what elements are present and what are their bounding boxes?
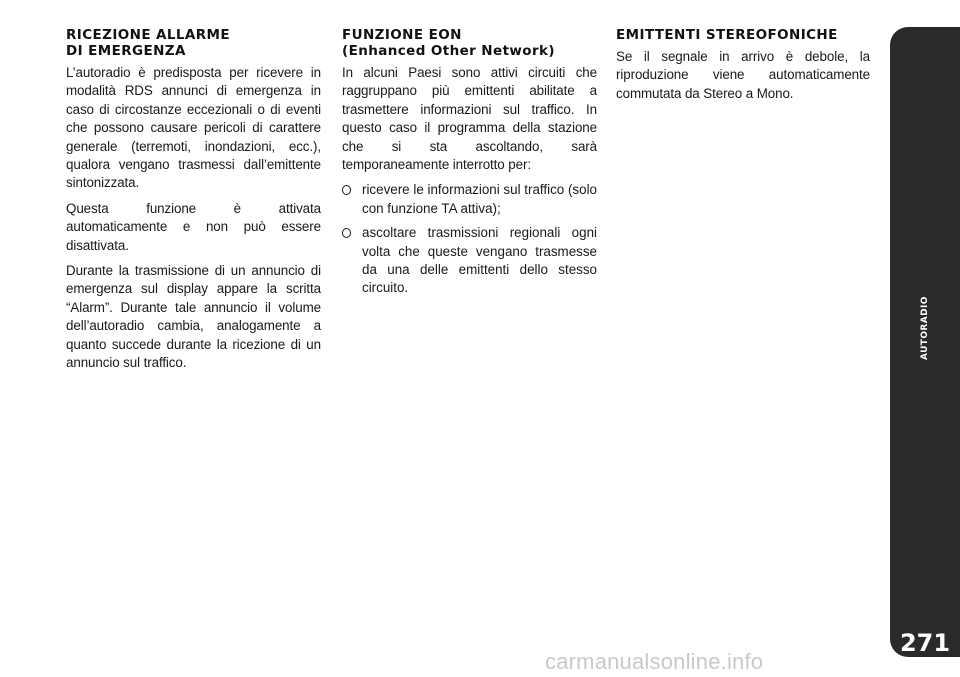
paragraph: Se il segnale in arrivo è debole, la riproduzione viene automaticamente commutata da Stereo a Mono. <box>616 49 870 101</box>
paragraph: L’autoradio è predisposta per ricevere in modalità RDS annunci di emergenza in caso di circostanze eccezionali o di eventi che possono causare pericoli di carattere generale (terremoti, inondazioni, ecc.), qualora vengano trasmessi dall’emittente sintonizzata. <box>66 65 321 191</box>
section-eon-function <box>342 27 597 304</box>
list-item: ricevere le informazioni sul traffico (solo con funzione TA attiva); <box>342 181 597 218</box>
list-item: ascoltare trasmissioni regionali ogni volta che queste vengano trasmesse da una delle emittenti dello stesso circuito. <box>342 224 597 298</box>
section-title: RICEZIONE ALLARME DI EMERGENZA <box>66 27 231 59</box>
section-title: EMITTENTI STEREOFONICHE <box>616 27 838 43</box>
paragraph: In alcuni Paesi sono attivi circuiti che raggruppano più emittenti abilitate a trasmettere informazioni sul traffico. In questo caso il programma della stazione che si sta ascoltando, sarà temporaneamente interrotto per: <box>342 65 597 173</box>
bullet-list <box>342 181 597 297</box>
watermark: carmanualsonline.info <box>545 649 764 674</box>
circle-bullet-icon <box>342 228 351 238</box>
section-emergency-alarm <box>66 27 321 380</box>
paragraph: Durante la trasmissione di un annuncio di emergenza sul display appare la scritta “Alarm”. Durante tale annuncio il volume dell’autoradio cambia, analogamente a quanto succede durante la ricezione di un annuncio sul traffico. <box>66 263 321 371</box>
paragraph: Questa funzione è attivata automaticamente e non può essere disattivata. <box>66 200 321 253</box>
circle-bullet-icon <box>342 185 351 195</box>
chapter-label: AUTORADIO <box>920 296 930 360</box>
section-title: FUNZIONE EON (Enhanced Other Network) <box>342 27 555 59</box>
section-stereo-stations <box>616 27 870 110</box>
page-number: 271 <box>899 629 951 657</box>
